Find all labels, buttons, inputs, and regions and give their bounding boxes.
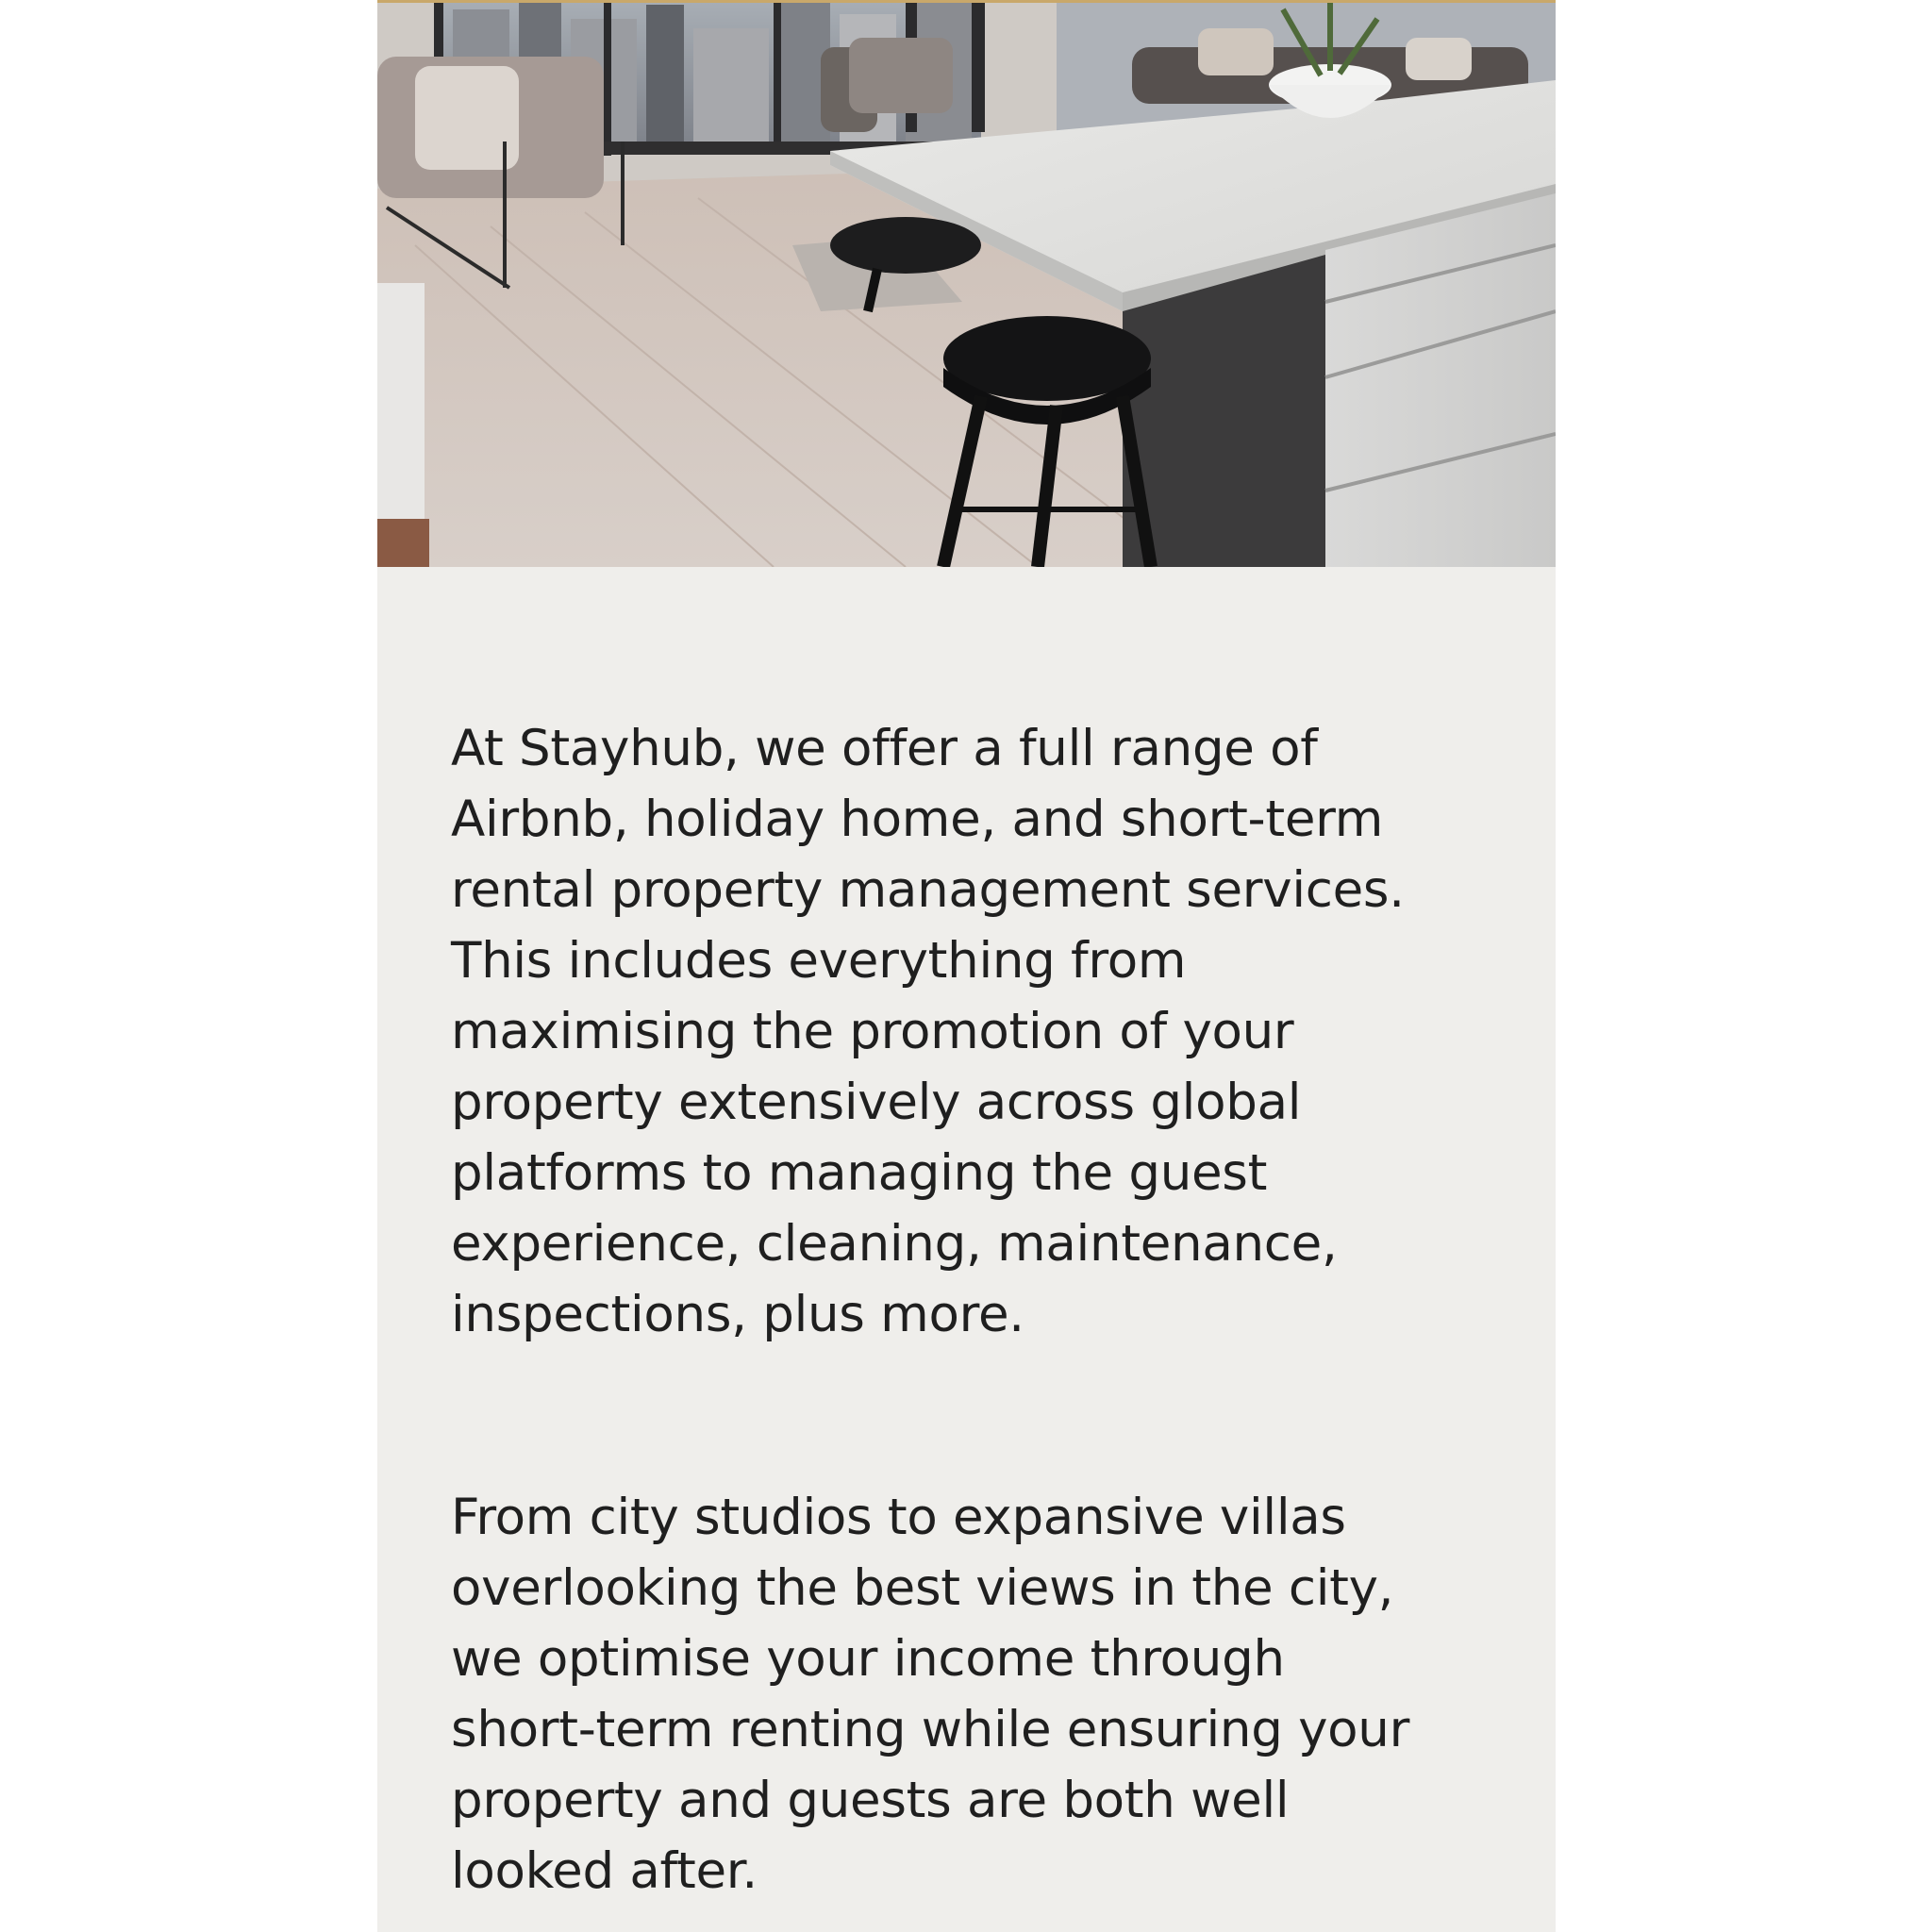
- text-line: This includes everything from: [451, 932, 1187, 990]
- text-line: rental property management services.: [451, 861, 1405, 919]
- text-line: looked after.: [451, 1842, 758, 1900]
- text-line: property and guests are both well: [451, 1772, 1290, 1829]
- text-line: property extensively across global: [451, 1074, 1302, 1131]
- text-line: Airbnb, holiday home, and short-term: [451, 791, 1384, 848]
- text-line: overlooking the best views in the city,: [451, 1559, 1394, 1617]
- description-text: [451, 713, 1517, 1907]
- text-line: platforms to managing the guest: [451, 1144, 1268, 1202]
- page-container: [377, 0, 1556, 1932]
- text-line: inspections, plus more.: [451, 1286, 1024, 1343]
- text-line: From city studios to expansive villas: [451, 1489, 1346, 1546]
- paragraph-services: [451, 713, 1517, 1350]
- text-line: At Stayhub, we offer a full range of: [451, 720, 1318, 777]
- hero-image: [377, 0, 1556, 567]
- text-line: experience, cleaning, maintenance,: [451, 1215, 1338, 1273]
- apartment-kitchen-photo: [377, 0, 1556, 567]
- text-line: we optimise your income through: [451, 1630, 1285, 1688]
- text-line: maximising the promotion of your: [451, 1003, 1294, 1060]
- paragraph-income: [451, 1482, 1517, 1907]
- text-line: short-term renting while ensuring your: [451, 1701, 1410, 1758]
